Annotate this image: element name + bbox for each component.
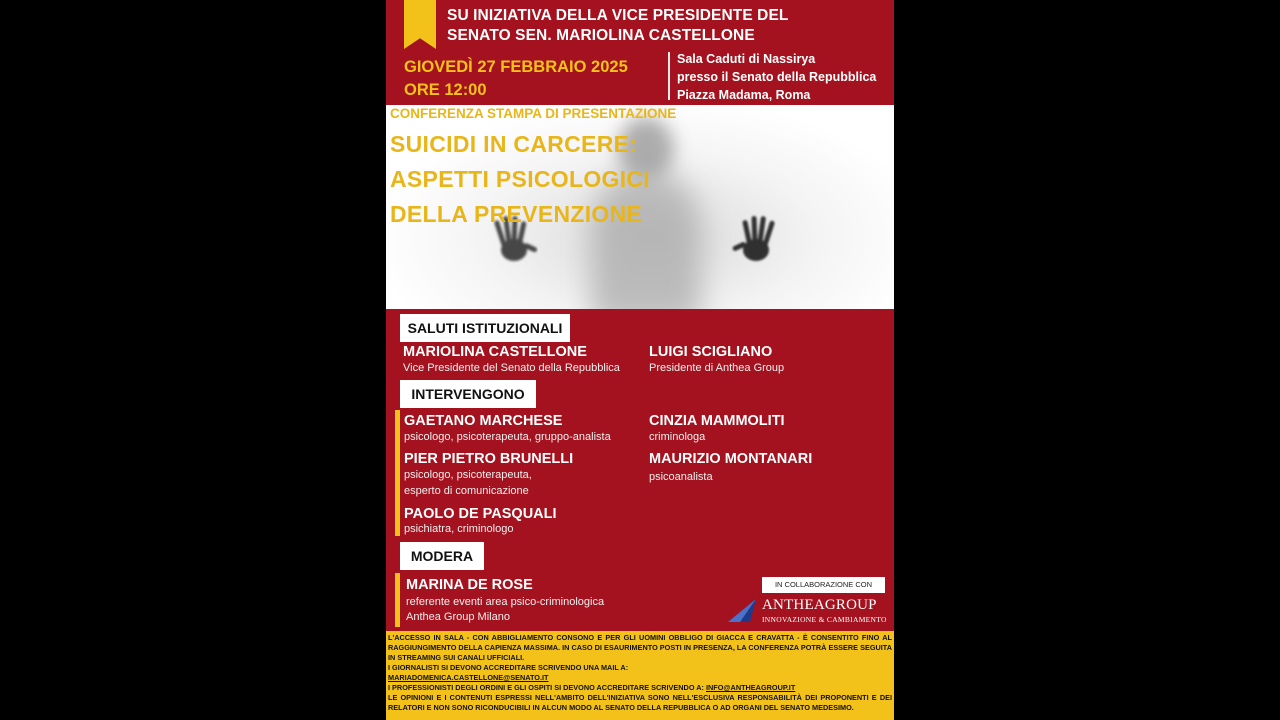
accent-bar <box>395 410 400 536</box>
anthea-logo-icon <box>726 597 758 624</box>
speaker-name: MAURIZIO MONTANARI <box>649 451 813 467</box>
blurred-figure-body <box>591 173 701 309</box>
professionals-email-link[interactable]: INFO@ANTHEAGROUP.IT <box>706 683 796 692</box>
logo-name: ANTHEAGROUP <box>762 597 877 613</box>
section-intervengono: INTERVENGONO <box>400 380 536 408</box>
bookmark-ribbon-icon <box>404 0 436 49</box>
moderator-name: MARINA DE ROSE <box>406 577 533 593</box>
event-date: GIOVEDÌ 27 FEBBRAIO 2025 <box>404 58 628 76</box>
title-line-2: ASPETTI PSICOLOGICI <box>390 166 651 192</box>
speaker-role: criminologa <box>649 431 706 443</box>
conference-label: CONFERENZA STAMPA DI PRESENTAZIONE <box>390 106 677 121</box>
speaker-role: psicologo, psicoterapeuta, <box>404 469 532 481</box>
speaker-name: CINZIA MAMMOLITI <box>649 413 785 429</box>
section-saluti: SALUTI ISTITUZIONALI <box>400 314 570 342</box>
venue-line-1: Sala Caduti di Nassirya <box>677 52 816 66</box>
speaker-role: Presidente di Anthea Group <box>649 362 785 374</box>
footer-professionals-note: I PROFESSIONISTI DEGLI ORDINI E GLI OSPITI SI DEVONO ACCREDITARE SCRIVENDO A: <box>388 683 704 692</box>
speaker-role: psichiatra, criminologo <box>404 523 514 535</box>
footer-text <box>388 633 892 713</box>
footer-disclaimer: LE OPINIONI E I CONTENUTI ESPRESSI NELL'AMBITO DELL'INIZIATIVA SONO NELL'ESCLUSIVA RESPONSABILITÀ DEI PROPONENTI E DEI RELATORI E NON SONO RICONDUCIBILI IN ALCUN MODO AL SENATO DELLA REPUBBLICA O AD ORGANI DEL SENATO MEDESIMO. <box>388 693 892 712</box>
footer-journalists-note: I GIORNALISTI SI DEVONO ACCREDITARE SCRIVENDO UNA MAIL A: <box>388 663 629 672</box>
event-datetime <box>404 56 628 102</box>
anthea-group-logo <box>726 596 888 626</box>
speaker-role: esperto di comunicazione <box>404 485 529 497</box>
accent-bar <box>395 573 400 627</box>
speaker-name: PIER PIETRO BRUNELLI <box>404 451 574 467</box>
venue-line-2: presso il Senato della Repubblica <box>677 70 877 84</box>
initiative-text <box>447 6 788 46</box>
event-venue <box>677 50 876 104</box>
initiative-line-1: SU INIZIATIVA DELLA VICE PRESIDENTE DEL <box>447 7 789 24</box>
footer-notice <box>386 631 894 720</box>
event-time: ORE 12:00 <box>404 81 487 99</box>
speaker-name: GAETANO MARCHESE <box>404 413 563 429</box>
speaker-role: psicoanalista <box>649 471 713 483</box>
logo-tagline: INNOVAZIONE & CAMBIAMENTO <box>762 615 887 624</box>
moderator-role: referente eventi area psico-criminologica <box>406 596 605 608</box>
divider <box>668 52 670 100</box>
footer-access-note: L'ACCESSO IN SALA - CON ABBIGLIAMENTO CONSONO E PER GLI UOMINI OBBLIGO DI GIACCA E CRAVATTA - È CONSENTITO FINO AL RAGGIUNGIMENTO DELLA CAPIENZA MASSIMA. IN CASO DI ESAURIMENTO POSTI IN PRESENZA, LA CONFERENZA POTRÀ ESSERE SEGUITA IN STREAMING SUI CANALI UFFICIALI. <box>388 633 892 662</box>
speaker-name: MARIOLINA CASTELLONE <box>403 344 587 360</box>
poster-header <box>386 0 894 105</box>
title-line-3: DELLA PREVENZIONE <box>390 201 643 227</box>
speaker-name: LUIGI SCIGLIANO <box>649 344 773 360</box>
section-modera: MODERA <box>400 542 484 570</box>
right-hand-icon <box>730 210 790 270</box>
speaker-name: PAOLO DE PASQUALI <box>404 506 557 522</box>
journalists-email-link[interactable]: MARIADOMENICA.CASTELLONE@SENATO.IT <box>388 673 549 682</box>
venue-line-3: Piazza Madama, Roma <box>677 88 811 102</box>
event-poster <box>386 0 894 720</box>
initiative-line-2: SENATO SEN. MARIOLINA CASTELLONE <box>447 27 755 44</box>
moderator-role: Anthea Group Milano <box>406 611 510 623</box>
speaker-role: psicologo, psicoterapeuta, gruppo-analista <box>404 431 611 443</box>
speaker-role: Vice Presidente del Senato della Repubblica <box>403 362 620 374</box>
title-line-1: SUICIDI IN CARCERE: <box>390 131 638 157</box>
hero-image <box>386 105 894 309</box>
collaboration-label: IN COLLABORAZIONE CON <box>762 577 885 593</box>
